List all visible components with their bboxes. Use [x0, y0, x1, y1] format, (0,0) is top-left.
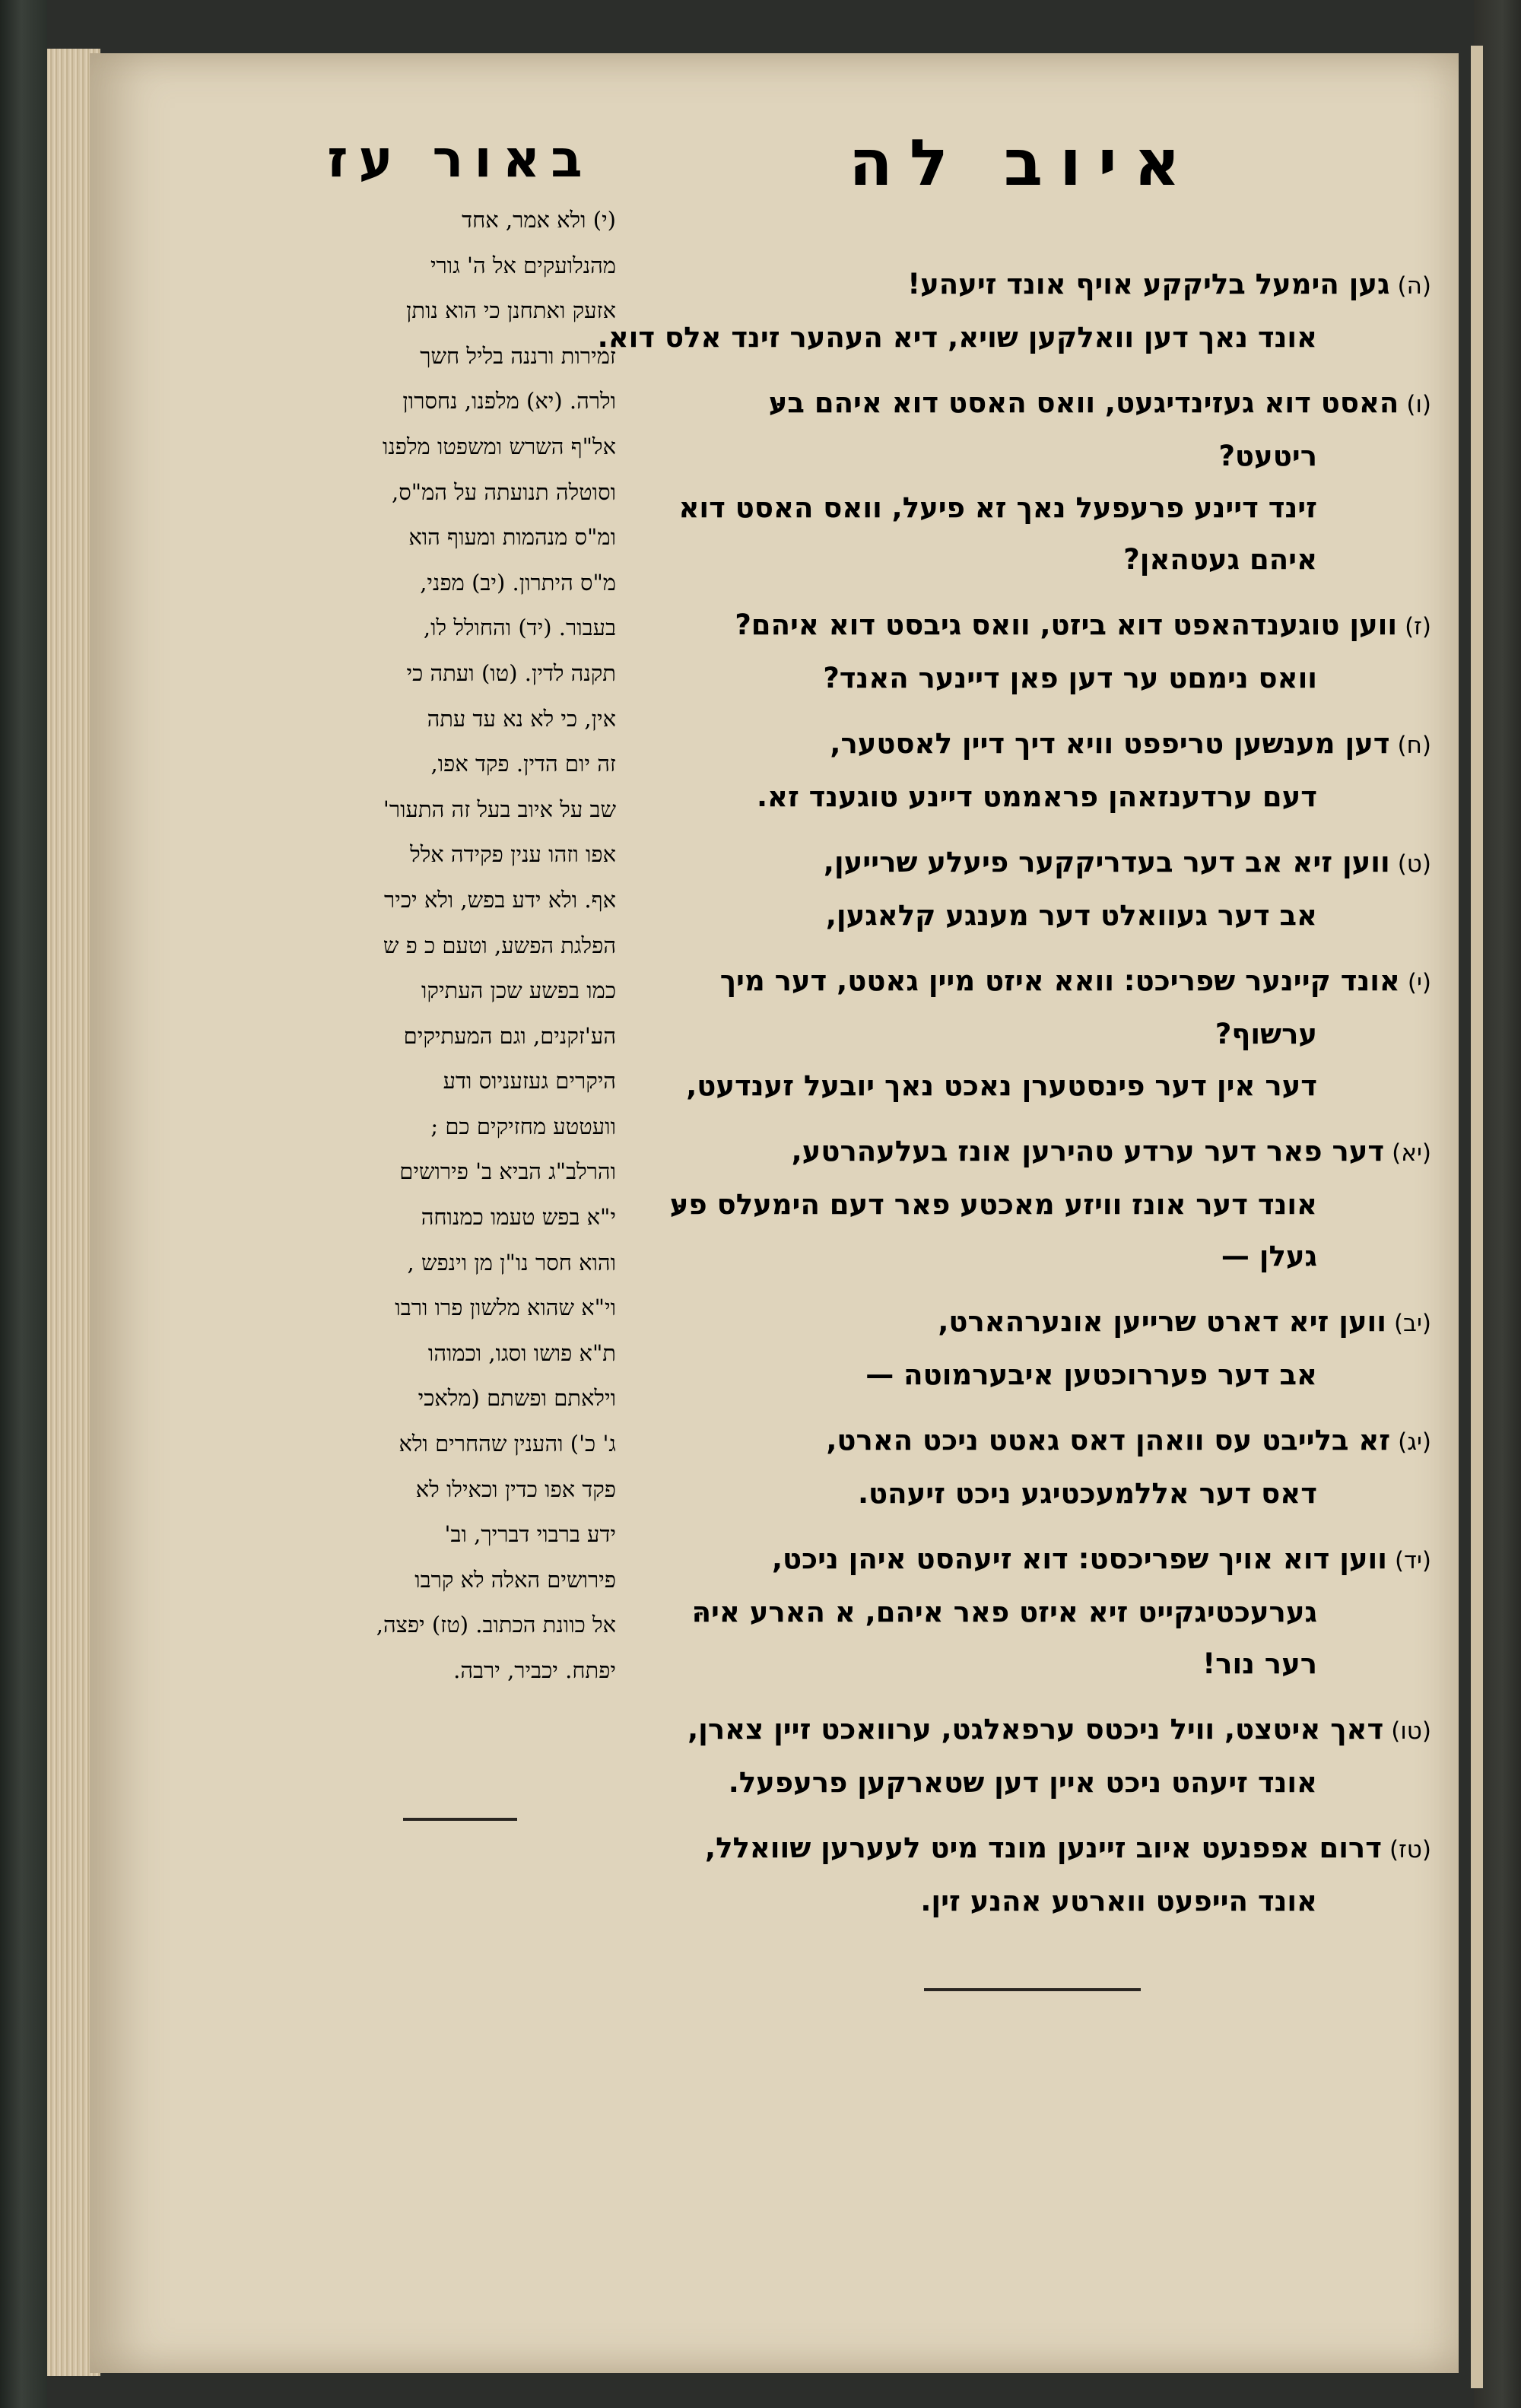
verse-text: זא בלייבט עס וואהן דאס גאטט ניכט הארט, — [826, 1424, 1391, 1457]
verse — [656, 837, 1431, 942]
verse-line — [597, 312, 1431, 364]
verse-text: אונד נאך דען וואלקען שויא, דיא העהער זינד אלס דוא. — [597, 321, 1317, 354]
verse-line — [656, 430, 1431, 482]
verse-number: (ח) — [1397, 732, 1431, 759]
verse — [656, 599, 1431, 704]
verse-line — [656, 1349, 1431, 1401]
verse-text: גערעכטיגקייט זיא איזט פאר איהם, א הארע איהּ — [691, 1596, 1317, 1628]
commentary-line: והרלב"ג הביא ב' פירושים — [399, 1158, 616, 1185]
verse-line — [656, 1704, 1431, 1757]
verse-number: (י) — [1407, 969, 1431, 996]
commentary-line: והוא חסר נו"ן מן וינפש , — [407, 1249, 616, 1275]
verse-text: האסט דוא געזינדיגעט, וואס האסט דוא איהם בעּ — [768, 386, 1399, 419]
verse-number: (ט) — [1397, 850, 1431, 878]
verse-text: אונד הייפעט ווארטע אהנע זין. — [920, 1885, 1317, 1917]
commentary-line: מהנלועקים אל ה' גורי — [430, 252, 616, 278]
verse-line — [656, 1876, 1431, 1927]
verse-line — [656, 1009, 1431, 1060]
verse — [656, 1296, 1431, 1401]
commentary-line: פקד אפו כדין וכאילו לא — [415, 1476, 616, 1502]
verse-line — [656, 1126, 1431, 1179]
verse-number: (יא) — [1392, 1139, 1431, 1167]
commentary-line: מ"ס היתרון. (יב) מפני, — [420, 569, 616, 596]
book-cover-left — [0, 0, 47, 2408]
verse-text: אונד קיינער שפריכט: וואא איזט מיין גאטט, דער מיך — [719, 964, 1400, 997]
verse-line — [656, 1757, 1431, 1809]
verse-line — [656, 482, 1431, 534]
verse-text: דען מענשען טריפפט וויא דיך דיין לאסטער, — [830, 727, 1390, 760]
verses-end-rule — [924, 1988, 1141, 1991]
verse-line — [656, 653, 1431, 704]
commentary-line: וועטטע מחזיקים כם ; — [430, 1113, 616, 1139]
commentary-line: אף. ולא ידע בפש, ולא יכיר — [383, 886, 616, 913]
verse-line — [656, 955, 1431, 1009]
verse-number: (טו) — [1391, 1717, 1431, 1745]
verse-number: (ה) — [1397, 272, 1431, 300]
chapter-heading: איוב לה — [849, 125, 1197, 200]
verse-number: (ו) — [1406, 391, 1431, 418]
commentary-line: אל כוונת הכתוב. (טז) יפצה, — [376, 1612, 616, 1638]
commentary-line: פירושים האלה לא קרבו — [414, 1566, 616, 1593]
commentary-heading: באור עז — [327, 129, 593, 189]
verse-line — [656, 890, 1431, 942]
commentary-line: זה יום הדין. פקד אפו, — [430, 751, 616, 777]
verse-text: דער פאר דער ערדע טהירען אונז בעלעהרטע, — [791, 1135, 1385, 1167]
commentary-line: ידע ברבוי דבריך, וב' — [444, 1521, 616, 1548]
commentary-line: י"א בפש טעמו כמנוחה — [421, 1204, 616, 1231]
verse-line — [656, 1296, 1431, 1349]
verse-text: דאך איטצט, וויל ניכטס ערפאלגט, ערוואכט זיין צארן, — [687, 1713, 1384, 1746]
verse-line — [656, 771, 1431, 823]
verse-text: דער אין דער פינסטערן נאכט נאך יובעל זענדעט, — [686, 1069, 1317, 1102]
commentary-line: ומ"ס מנהמות ומעוף הוא — [408, 524, 616, 551]
verse-text: ערשוף? — [1215, 1018, 1317, 1050]
verse-number: (טז) — [1389, 1836, 1431, 1863]
verse-line — [656, 259, 1431, 312]
verse-number: (ז) — [1405, 613, 1431, 640]
verse-line — [656, 1638, 1431, 1690]
verse-text: געלן — — [1221, 1240, 1317, 1272]
verse — [656, 1704, 1431, 1809]
verse-text: דאס דער אללמעכטיגע ניכט זיעהט. — [857, 1477, 1317, 1510]
verse-text: ווען זיא דארט שרייען אונערהארט, — [938, 1305, 1386, 1338]
verse-line — [656, 534, 1431, 586]
verse — [656, 1126, 1431, 1282]
verse-line — [656, 718, 1431, 771]
verse-text: איהם געטהאן? — [1123, 543, 1317, 576]
verse-line — [656, 599, 1431, 653]
verse-text: ווען דוא אויך שפריכסט: דוא זיעהסט איהן ניכט, — [771, 1542, 1387, 1575]
commentary-line: אל"ף השרש ומשפטו מלפנו — [382, 433, 616, 459]
verse-text: זינד דיינע פרעפעל נאך זא פיעל, וואס האסט דוא — [678, 491, 1317, 524]
commentary-line: זמירות ורננה בליל חשך — [420, 342, 616, 369]
verse-line — [656, 1822, 1431, 1876]
commentary-line: וילאתם ופשתם (מלאכי — [418, 1385, 616, 1412]
verse-text: וואס נימםט ער דען פאן דיינער האנד? — [823, 662, 1317, 694]
verse — [656, 1822, 1431, 1927]
commentary-line: שב על איוב בעל זה התעור' — [383, 796, 616, 822]
verse-text: אונד זיעהט ניכט איין דען שטארקען פרעפעל. — [728, 1766, 1317, 1799]
verse-line — [656, 1231, 1431, 1282]
verse-number: (יב) — [1393, 1310, 1431, 1337]
verse — [597, 259, 1431, 364]
verse-text: גען הימעל בליקקע אויף אונד זיעהע! — [907, 268, 1390, 300]
commentary-line: (י) ולא אמר, אחד — [462, 207, 616, 233]
commentary-line: אין, כי לא נא עד עתה — [427, 705, 616, 732]
verse-line — [656, 837, 1431, 890]
commentary-line: כמו בפשע שכן העתיקו — [421, 977, 616, 1004]
verse-text: ווען זיא אב דער בעדריקקער פיעלע שרייען, — [823, 846, 1390, 878]
verse — [656, 718, 1431, 823]
commentary-end-rule — [403, 1818, 517, 1821]
verse — [656, 1533, 1431, 1690]
verse — [656, 955, 1431, 1112]
commentary-line: הע'זקנים, וגם המעתיקים — [403, 1022, 616, 1049]
commentary-line: אפו וזהו ענין פקידה אלל — [410, 841, 616, 868]
commentary-line: בעבור. (יד) והחולל לו, — [423, 615, 616, 641]
verse-number: (יג) — [1398, 1428, 1431, 1456]
verse-line — [656, 1179, 1431, 1231]
commentary-line: וי"א שהוא מלשון פרו ורבו — [395, 1295, 616, 1321]
commentary-line: ת"א פושו וסגו, וכמוהו — [427, 1339, 616, 1366]
verse-text: אונד דער אונז וויזע מאכטע פאר דעם הימעלס פעּ — [669, 1188, 1317, 1221]
verse-line — [656, 1415, 1431, 1468]
verse-text: ווען טוגענדהאפט דוא ביזט, וואס גיבסט דוא איהם? — [735, 608, 1398, 641]
commentary-line: וסוטלה תנועתה על המ"ס, — [392, 478, 616, 505]
verse-line — [656, 377, 1431, 430]
verse-text: אב דער פעררוכטען איבערמוטה — — [865, 1358, 1317, 1391]
commentary-line: ולרה. (יא) מלפנו, נחסרון — [402, 388, 616, 415]
verse-text: דעם ערדענזאהן פראממט דיינע טוגענד זא. — [756, 780, 1317, 813]
verse-text: ריטעט? — [1218, 440, 1317, 472]
verse-line — [656, 1468, 1431, 1520]
verse-line — [656, 1060, 1431, 1112]
commentary-line: תקנה לדין. (טו) ועתה כי — [406, 659, 616, 686]
commentary-line: ג' כ') והענין שהחרים ולא — [399, 1431, 616, 1457]
commentary-line: יפתח. יכביר, ירבה. — [453, 1657, 616, 1683]
commentary-line: הפלגת הפשע, וטעם כ פ ש — [383, 932, 616, 958]
verse-text: רער נור! — [1202, 1647, 1317, 1680]
verse-line — [656, 1587, 1431, 1638]
commentary-column — [289, 198, 616, 1694]
verse-text: אב דער געוואלט דער מענגע קלאגען, — [825, 899, 1317, 932]
verse-number: (יד) — [1394, 1547, 1431, 1574]
verse — [656, 377, 1431, 586]
commentary-line: אזעק ואתחנן כי הוא נותן — [406, 297, 616, 324]
commentary-line: היקרים געזעניוס ודע — [443, 1068, 616, 1094]
verse-text: דרום אפפנעט איוב זיינען מונד מיט לעערען שוואלל, — [705, 1831, 1382, 1864]
verse — [656, 1415, 1431, 1520]
facing-page-edge — [1471, 46, 1483, 2388]
verse-column — [597, 259, 1431, 1941]
verse-line — [656, 1533, 1431, 1587]
